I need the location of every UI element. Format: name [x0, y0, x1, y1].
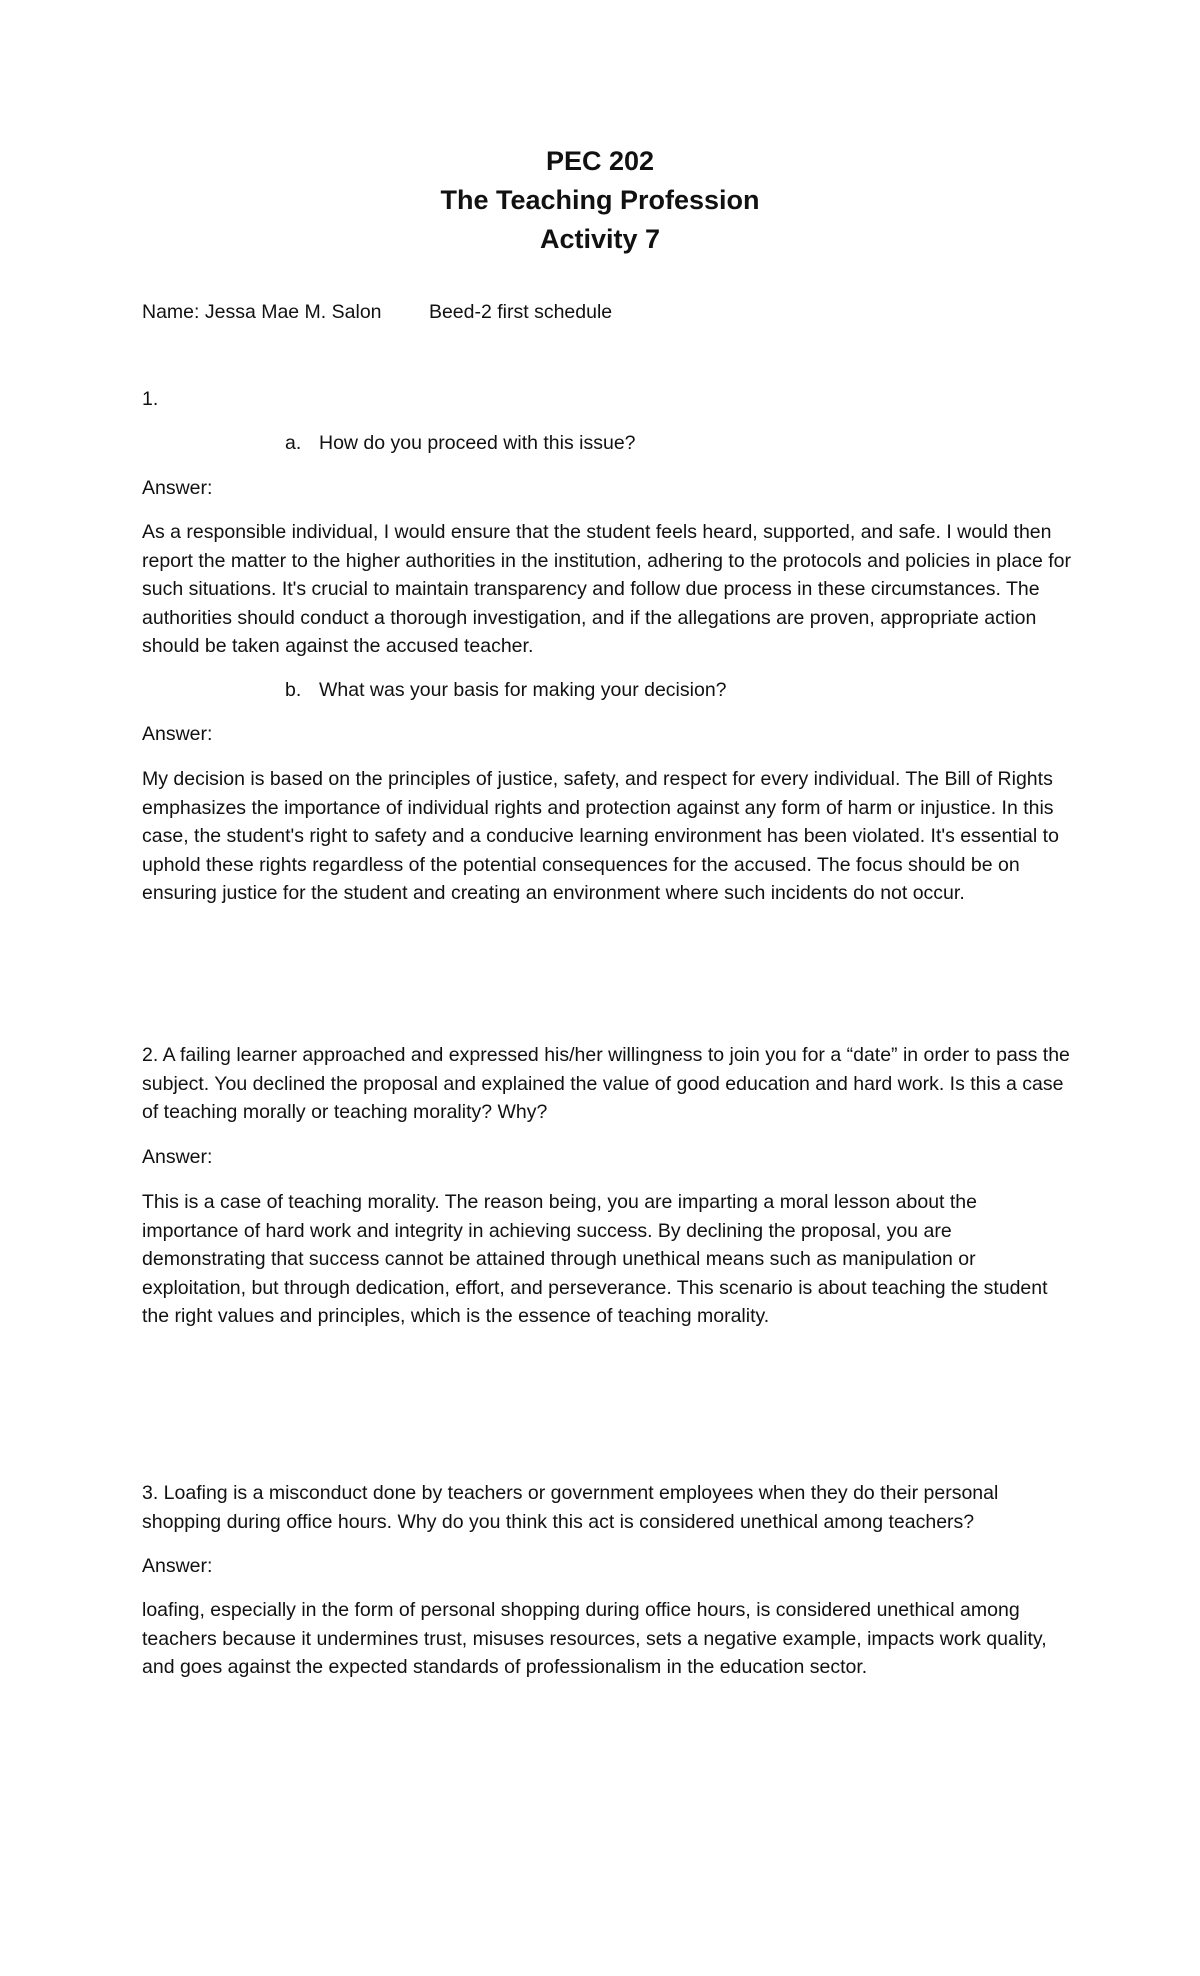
q1-number: 1.: [142, 388, 159, 410]
q1a-question-text: How do you proceed with this issue?: [319, 432, 636, 454]
q1b-letter: b.: [285, 679, 302, 701]
q1a-question: [285, 429, 636, 458]
q2-answer-label: Answer:: [142, 1146, 213, 1168]
course-code: PEC 202: [545, 146, 655, 176]
q3-question: 3. Loafing is a misconduct done by teachers or government employees when they do their personal shopping during office hours. Why do you think this act is considered unethical among teachers?: [142, 1482, 999, 1533]
q2-question: 2. A failing learner approached and expressed his/her willingness to join you for a “date” in order to pass the subject. You declined the proposal and explained the value of good education and hard work. Is this a case of teaching morally or teaching morality? Why?: [142, 1044, 1070, 1124]
student-name: Name: Jessa Mae M. Salon: [142, 301, 382, 323]
q1a-answer-label: Answer:: [142, 477, 213, 499]
q3-answer: loafing, especially in the form of personal shopping during office hours, is considered unethical among teachers because it undermines trust, misuses resources, sets a negative example, impacts work quality, and goes against the expected standards of professionalism in the education sector.: [142, 1599, 1047, 1679]
title-block: [0, 142, 1200, 259]
q1b-answer-label: Answer:: [142, 723, 213, 745]
activity-title: Activity 7: [539, 224, 661, 254]
q1b-question-text: What was your basis for making your decision?: [319, 679, 727, 701]
q2-answer: This is a case of teaching morality. The reason being, you are imparting a moral lesson about the importance of hard work and integrity in achieving success. By declining the proposal, you are demonstrating that success cannot be attained through unethical means such as manipulation or exploitation, but through dedication, effort, and perseverance. This scenario is about teaching the student the right values and principles, which is the essence of teaching morality.: [142, 1191, 1048, 1328]
q1b-answer: My decision is based on the principles of justice, safety, and respect for every individual. The Bill of Rights emphasizes the importance of individual rights and protection against any form of harm or injustice. In this case, the student's right to safety and a conducive learning environment has been violated. It's essential to uphold these rights regardless of the potential consequences for the accused. The focus should be on ensuring justice for the student and creating an environment where such incidents do not occur.: [142, 768, 1059, 905]
q3-answer-label: Answer:: [142, 1555, 213, 1577]
student-schedule: Beed-2 first schedule: [428, 301, 613, 323]
subject-title: The Teaching Profession: [440, 185, 760, 215]
q1b-question: [285, 676, 727, 705]
q1a-letter: a.: [285, 432, 302, 454]
q1a-answer: As a responsible individual, I would ensure that the student feels heard, supported, and safe. I would then report the matter to the higher authorities in the institution, adhering to the protocols and policies in place for such situations. It's crucial to maintain transparency and follow due process in these circumstances. The authorities should conduct a thorough investigation, and if the allegations are proven, appropriate action should be taken against the accused teacher.: [142, 521, 1071, 658]
student-info: [142, 298, 1072, 327]
